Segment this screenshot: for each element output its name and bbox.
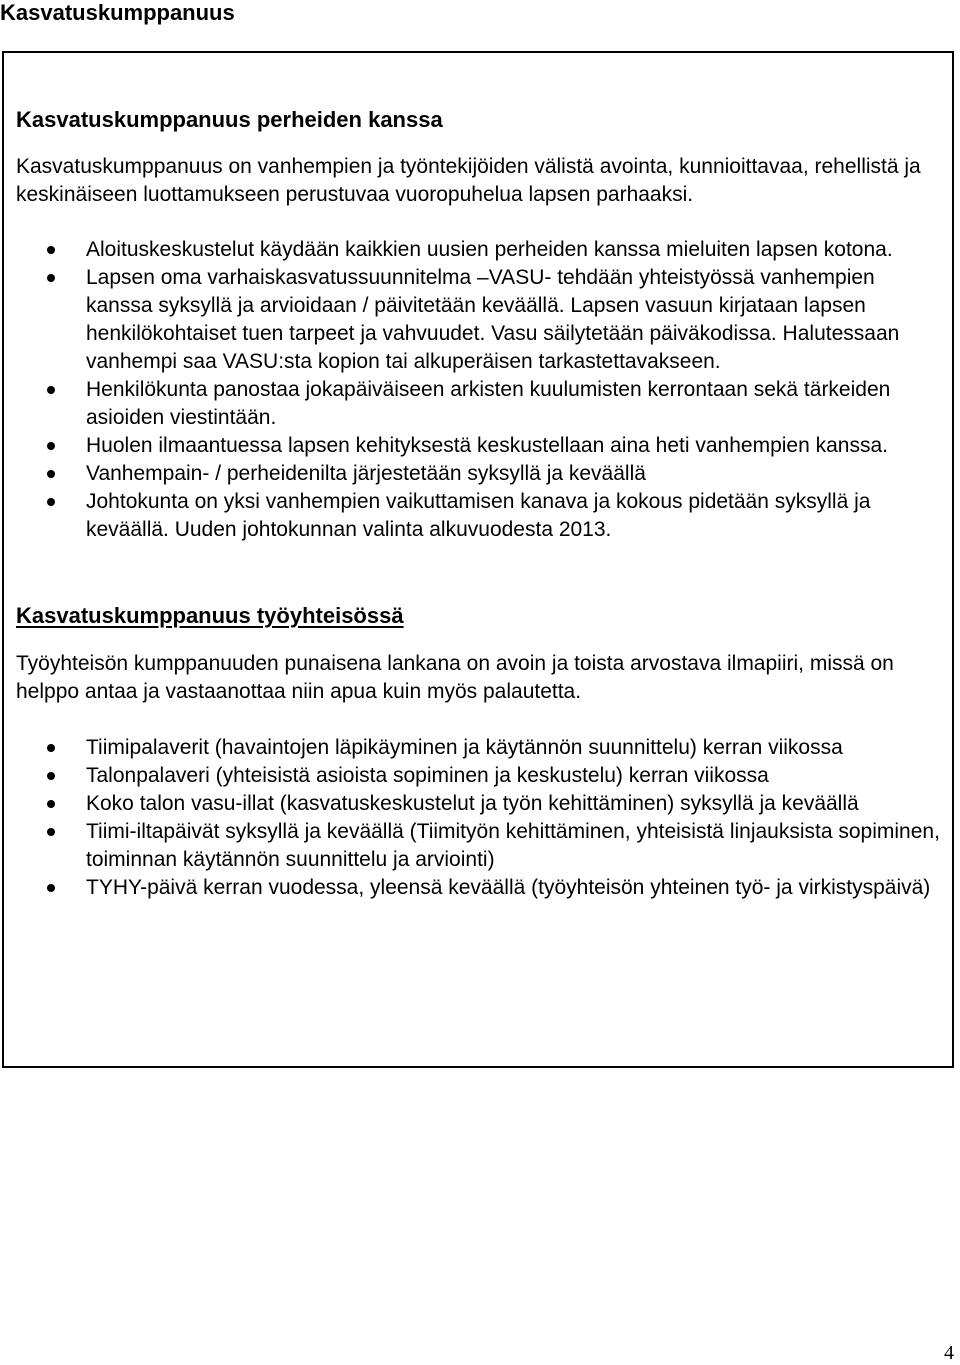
list-item-text: Lapsen oma varhaiskasvatussuunnitelma –VASU- tehdään yhteistyössä vanhempien kanssa syksyllä ja arvioidaan / päivitetään keväällä. Lapsen vasuun kirjataan lapsen henkilökohtaiset tuen tarpeet ja vahvuudet. Vasu säilytetään päiväkodissa. Halutessaan vanhempi saa VASU:sta kopion tai alkuperäisen tarkastettavakseen.	[86, 266, 900, 373]
list-item-text: Johtokunta on yksi vanhempien vaikuttamisen kanava ja kokous pidetään syksyllä ja keväällä. Uuden johtokunnan valinta alkuvuodesta 2013.	[86, 490, 871, 541]
bullet-icon	[47, 470, 55, 478]
bullet-icon	[47, 828, 55, 836]
list-item	[16, 264, 940, 376]
list-item	[16, 874, 940, 902]
list-item	[16, 376, 940, 432]
list-item	[16, 460, 940, 488]
families-intro: Kasvatuskumppanuus on vanhempien ja työntekijöiden välistä avointa, kunnioittavaa, rehellistä ja keskinäiseen luottamukseen perustuvaa vuoropuhelua lapsen parhaaksi.	[16, 155, 921, 206]
list-item	[16, 734, 940, 762]
bullet-icon	[47, 800, 55, 808]
bullet-icon	[47, 442, 55, 450]
list-item-text: Tiimipalaverit (havaintojen läpikäyminen ja käytännön suunnittelu) kerran viikossa	[86, 736, 843, 759]
bullet-icon	[47, 386, 55, 394]
list-item-text: Tiimi-iltapäivät syksyllä ja keväällä (Tiimityön kehittäminen, yhteisistä linjauksista sopiminen, toiminnan käytännön suunnittelu ja arviointi)	[86, 820, 940, 871]
page-number: 4	[944, 1342, 954, 1364]
workplace-heading: Kasvatuskumppanuus työyhteisössä	[16, 603, 404, 628]
bullet-icon	[47, 498, 55, 506]
bullet-icon	[47, 772, 55, 780]
list-item-text: TYHY-päivä kerran vuodessa, yleensä keväällä (työyhteisön yhteinen työ- ja virkistyspäivä)	[86, 876, 931, 899]
bullet-icon	[47, 884, 55, 892]
bullet-icon	[47, 246, 55, 254]
content-box	[2, 51, 954, 1068]
list-item	[16, 790, 940, 818]
families-heading: Kasvatuskumppanuus perheiden kanssa	[16, 107, 443, 132]
list-item-text: Aloituskeskustelut käydään kaikkien uusien perheiden kanssa mieluiten lapsen kotona.	[86, 238, 893, 261]
bullet-icon	[47, 744, 55, 752]
families-bullet-list	[16, 236, 940, 544]
workplace-bullet-list	[16, 734, 940, 902]
list-item-text: Henkilökunta panostaa jokapäiväiseen arkisten kuulumisten kerrontaan sekä tärkeiden asioiden viestintään.	[86, 378, 891, 429]
bullet-icon	[47, 274, 55, 282]
list-item	[16, 762, 940, 790]
list-item	[16, 488, 940, 544]
list-item-text: Vanhempain- / perheidenilta järjestetään syksyllä ja keväällä	[86, 462, 646, 485]
list-item-text: Huolen ilmaantuessa lapsen kehityksestä keskustellaan aina heti vanhempien kanssa.	[86, 434, 888, 457]
workplace-intro: Työyhteisön kumppanuuden punaisena lankana on avoin ja toista arvostava ilmapiiri, missä on helppo antaa ja vastaanottaa niin apua kuin myös palautetta.	[16, 652, 894, 703]
list-item	[16, 236, 940, 264]
list-item	[16, 818, 940, 874]
list-item-text: Koko talon vasu-illat (kasvatuskeskustelut ja työn kehittäminen) syksyllä ja keväällä	[86, 792, 859, 815]
page-title: Kasvatuskumppanuus	[0, 0, 235, 25]
list-item-text: Talonpalaveri (yhteisistä asioista sopiminen ja keskustelu) kerran viikossa	[86, 764, 769, 787]
list-item	[16, 432, 940, 460]
